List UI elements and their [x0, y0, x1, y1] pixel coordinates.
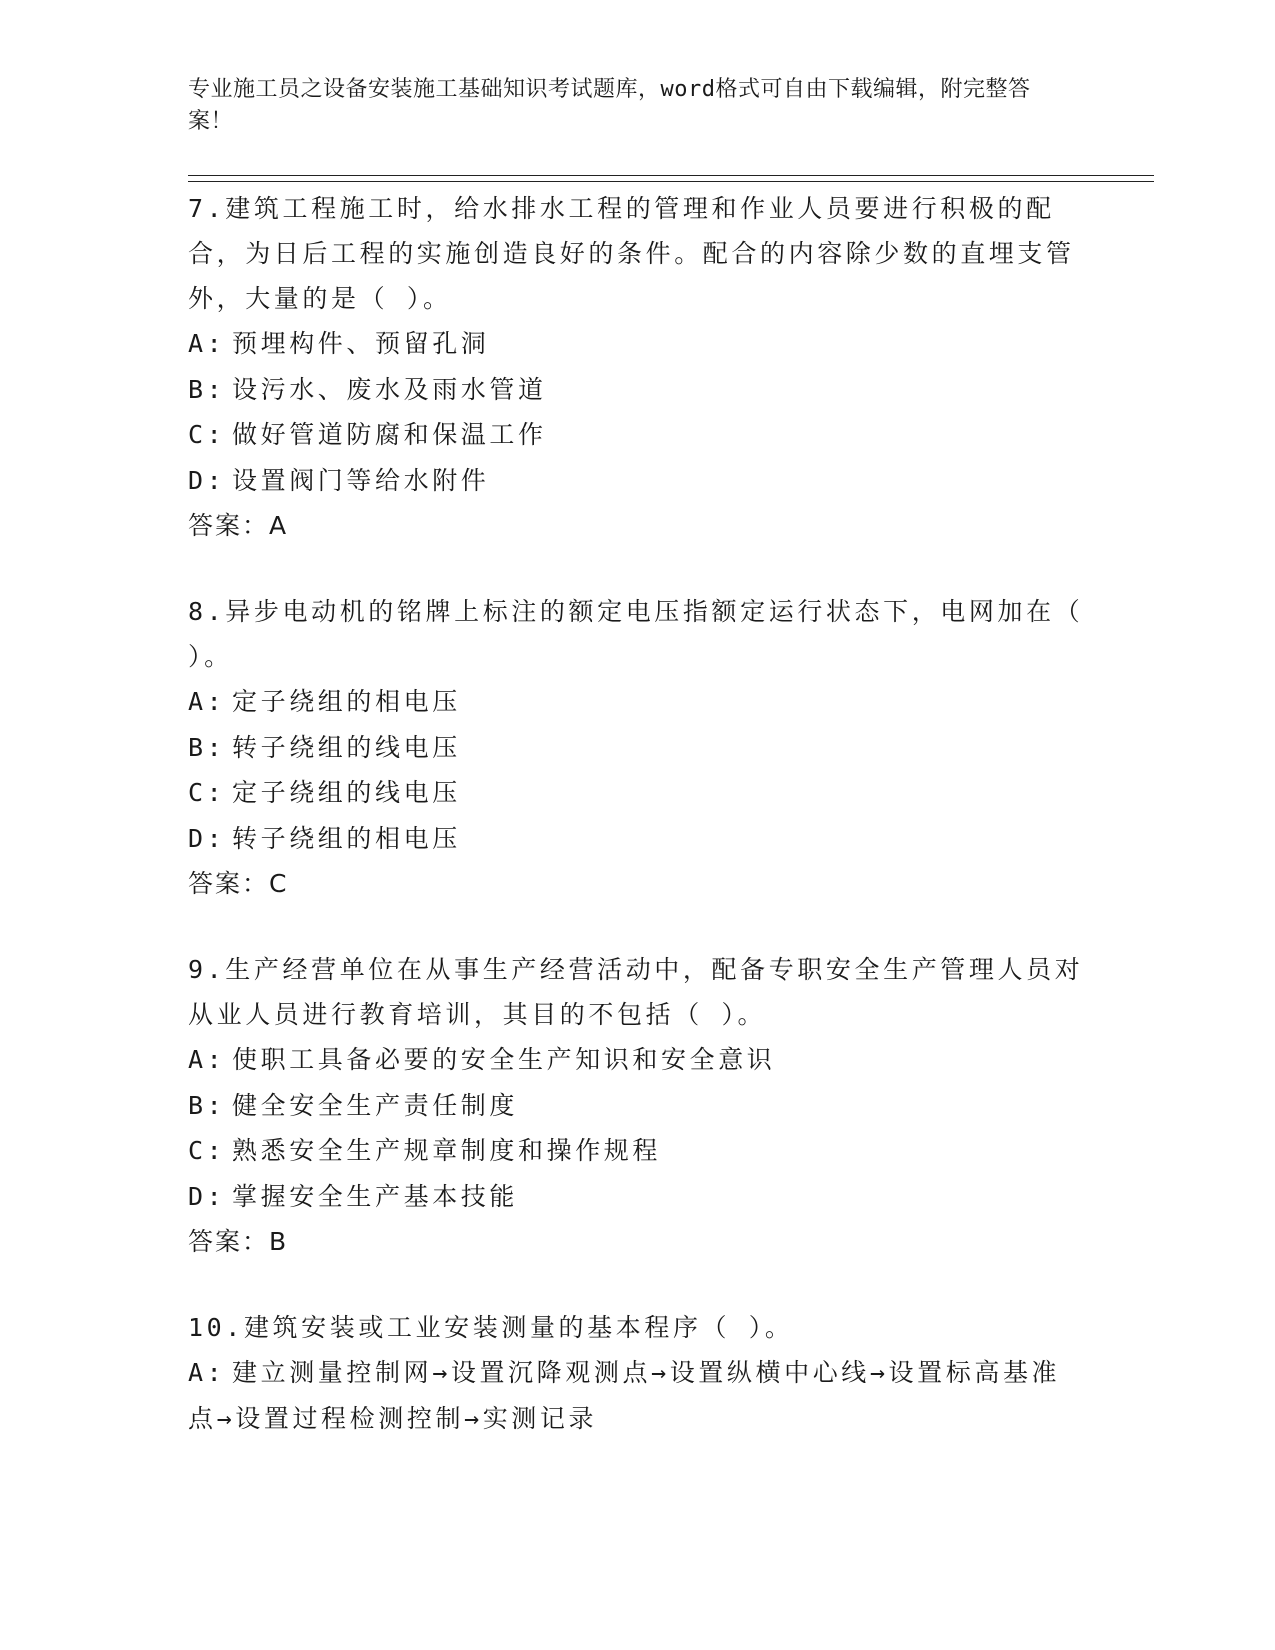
option-text: 定子绕组的线电压 [232, 778, 461, 807]
option-d [188, 458, 1088, 504]
header-title: 专业施工员之设备安装施工基础知识考试题库，word格式可自由下载编辑，附完整答案！ [188, 77, 1031, 134]
answer: 答案：A [188, 511, 289, 540]
option-letter: D: [188, 465, 226, 495]
option-letter: B: [188, 374, 226, 404]
question-9 [188, 947, 1088, 1265]
question-text: 10.建筑安装或工业安装测量的基本程序（ ）。 [188, 1313, 794, 1342]
option-c [188, 1128, 1088, 1174]
option-c [188, 412, 1088, 458]
question-list [188, 186, 1088, 1481]
option-d [188, 1174, 1088, 1220]
question-10 [188, 1305, 1088, 1441]
option-text: 掌握安全生产基本技能 [232, 1181, 519, 1211]
option-text: 定子绕组的相电压 [232, 687, 461, 716]
option-text: 转子绕组的线电压 [232, 732, 461, 762]
answer: 答案：B [188, 1227, 289, 1256]
option-a [188, 679, 1088, 725]
question-text: 8.异步电动机的铭牌上标注的额定电压指额定运行状态下，电网加在（ ）。 [188, 597, 1084, 671]
header-divider-bottom [188, 181, 1154, 182]
option-letter: B: [188, 732, 226, 762]
option-text: 转子绕组的相电压 [232, 823, 461, 853]
option-letter: A: [188, 687, 226, 716]
option-letter: A: [188, 1358, 226, 1387]
option-a [188, 321, 1088, 367]
header-divider-top [188, 175, 1154, 176]
option-letter: D: [188, 823, 226, 853]
option-letter: C: [188, 778, 226, 807]
option-d [188, 816, 1088, 862]
option-text: 设污水、废水及雨水管道 [232, 374, 547, 404]
question-text: 9.生产经营单位在从事生产经营活动中，配备专职安全生产管理人员对从业人员进行教育培训，其目的不包括（ ）。 [188, 955, 1084, 1029]
option-c [188, 770, 1088, 816]
option-letter: D: [188, 1181, 226, 1211]
option-letter: C: [188, 420, 226, 449]
option-text: 使职工具备必要的安全生产知识和安全意识 [232, 1045, 776, 1074]
option-text: 建立测量控制网→设置沉降观测点→设置纵横中心线→设置标高基准点→设置过程检测控制→实测记录 [188, 1358, 1061, 1433]
option-a [188, 1350, 1088, 1441]
question-text: 7.建筑工程施工时，给水排水工程的管理和作业人员要进行积极的配合，为日后工程的实施创造良好的条件。配合的内容除少数的直埋支管外，大量的是（ ）。 [188, 194, 1075, 313]
option-text: 做好管道防腐和保温工作 [232, 420, 547, 449]
option-text: 预埋构件、预留孔洞 [232, 329, 490, 358]
option-b [188, 1083, 1088, 1129]
option-text: 设置阀门等给水附件 [232, 465, 490, 495]
option-b [188, 367, 1088, 413]
option-letter: C: [188, 1136, 226, 1165]
question-8 [188, 589, 1088, 907]
document-header [188, 74, 1068, 138]
option-text: 健全安全生产责任制度 [232, 1090, 519, 1120]
answer: 答案：C [188, 869, 289, 898]
option-b [188, 725, 1088, 771]
option-letter: B: [188, 1090, 226, 1120]
option-a [188, 1037, 1088, 1083]
option-letter: A: [188, 329, 226, 358]
option-letter: A: [188, 1045, 226, 1074]
option-text: 熟悉安全生产规章制度和操作规程 [232, 1136, 662, 1165]
question-7 [188, 186, 1088, 549]
